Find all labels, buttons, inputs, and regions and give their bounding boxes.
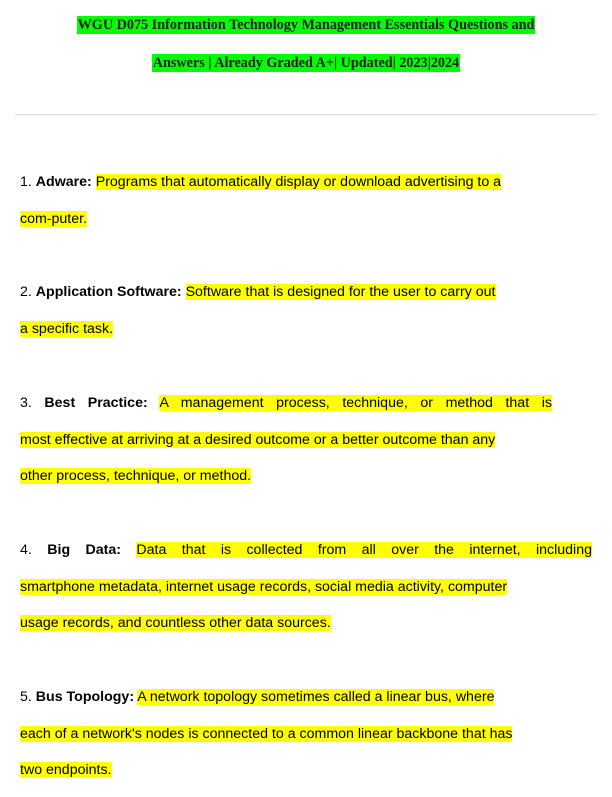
entry-term: Adware: bbox=[35, 174, 92, 190]
entry-term: Best Practice: bbox=[44, 395, 148, 411]
entry-term: Application Software: bbox=[35, 284, 182, 300]
entry-term: Bus Topology: bbox=[35, 689, 135, 705]
header-divider bbox=[15, 114, 597, 115]
entry-definition: each of a network's nodes is connected to a common linear backbone that has bbox=[20, 725, 513, 742]
entry-line bbox=[20, 393, 552, 430]
entry-line bbox=[20, 282, 592, 319]
glossary-entry-bus-topology bbox=[20, 687, 592, 797]
entry-line bbox=[20, 466, 592, 503]
entry-definition: other process, technique, or method. bbox=[20, 468, 252, 485]
title-highlight: WGU D075 Information Technology Management Essentials Questions and bbox=[77, 17, 535, 33]
entry-line bbox=[20, 430, 592, 467]
entry-number: 2. bbox=[20, 284, 32, 300]
entry-definition: A management process, technique, or method that is bbox=[159, 395, 552, 411]
entry-line bbox=[20, 613, 592, 650]
glossary-entry-big-data bbox=[20, 540, 592, 650]
entry-number: 5. bbox=[20, 689, 32, 705]
glossary-entry-best-practice bbox=[20, 393, 592, 503]
title-highlight: Answers | Already Graded A+| Updated| 2023|2024 bbox=[152, 55, 460, 71]
entry-line bbox=[20, 209, 592, 246]
glossary-entry-application-software bbox=[20, 282, 592, 355]
entry-line bbox=[20, 540, 592, 577]
entry-definition: Data that is collected from all over the internet, including bbox=[136, 542, 592, 558]
entry-definition: two endpoints. bbox=[20, 762, 112, 779]
entry-line bbox=[20, 760, 592, 797]
entry-definition: com-puter. bbox=[20, 210, 88, 227]
entry-definition: Software that is designed for the user to carry out bbox=[185, 284, 496, 300]
entry-definition: a specific task. bbox=[20, 320, 114, 337]
entry-definition: smartphone metadata, internet usage records, social media activity, computer bbox=[20, 578, 508, 595]
entry-line bbox=[20, 172, 592, 209]
entry-definition: usage records, and countless other data sources. bbox=[20, 615, 331, 632]
entry-definition: most effective at arriving at a desired outcome or a better outcome than any bbox=[20, 431, 496, 448]
entry-line bbox=[20, 319, 592, 356]
entry-definition: Programs that automatically display or download advertising to a bbox=[95, 174, 502, 190]
entry-definition: A network topology sometimes called a linear bus, where bbox=[137, 689, 495, 705]
glossary-entry-adware bbox=[20, 172, 592, 245]
entry-line bbox=[20, 577, 592, 614]
entry-line bbox=[20, 724, 592, 761]
entry-number: 3. bbox=[20, 395, 32, 411]
document-title-line-1 bbox=[0, 15, 612, 35]
document-title-line-2 bbox=[0, 53, 612, 73]
entry-number: 4. bbox=[20, 542, 32, 558]
entry-number: 1. bbox=[20, 174, 32, 190]
entry-term: Big Data: bbox=[47, 542, 121, 558]
entry-line bbox=[20, 687, 592, 724]
